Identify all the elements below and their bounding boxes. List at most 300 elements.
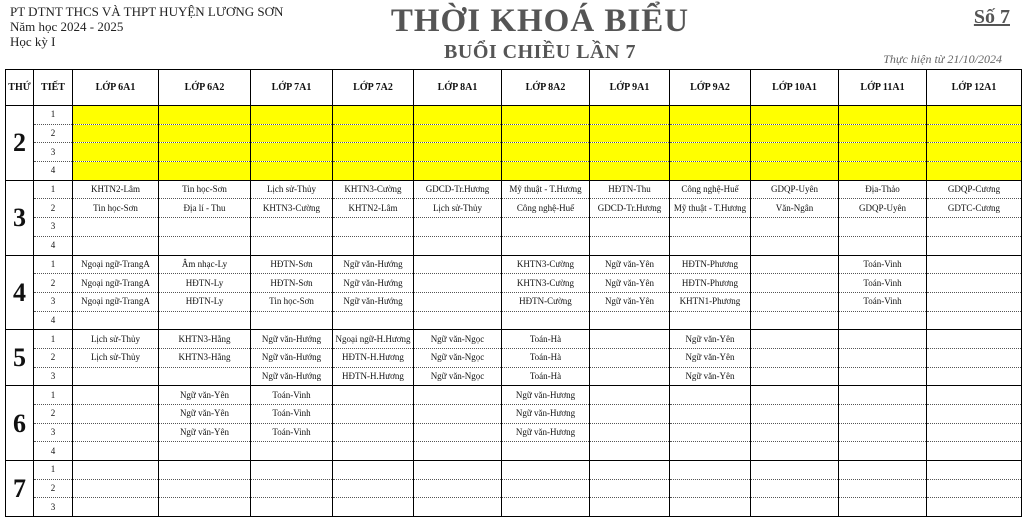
lesson-cell xyxy=(927,162,1022,181)
table-row xyxy=(6,479,1022,498)
column-header: LỚP 8A1 xyxy=(414,70,502,106)
lesson-cell: Ngữ văn-Ngọc xyxy=(414,367,502,386)
lesson-cell: Ngữ văn-Hướng xyxy=(251,367,333,386)
lesson-cell xyxy=(839,218,927,237)
lesson-cell xyxy=(751,218,839,237)
lesson-cell xyxy=(839,423,927,442)
lesson-cell: Toán-Hà xyxy=(502,348,590,367)
column-header: LỚP 9A2 xyxy=(670,70,751,106)
lesson-cell: HĐTN-Cường xyxy=(502,292,590,311)
lesson-cell xyxy=(839,479,927,498)
period-cell: 3 xyxy=(34,423,73,442)
lesson-cell xyxy=(414,162,502,181)
lesson-cell xyxy=(414,479,502,498)
lesson-cell xyxy=(751,498,839,517)
lesson-cell xyxy=(159,479,251,498)
lesson-cell xyxy=(751,405,839,424)
day-cell: 2 xyxy=(6,106,34,181)
lesson-cell: Ngữ văn-Hương xyxy=(502,405,590,424)
lesson-cell xyxy=(73,386,159,405)
lesson-cell xyxy=(751,236,839,255)
lesson-cell xyxy=(73,461,159,480)
lesson-cell xyxy=(751,106,839,125)
lesson-cell xyxy=(159,367,251,386)
lesson-cell xyxy=(333,218,414,237)
lesson-cell: Lịch sử-Thủy xyxy=(414,199,502,218)
column-header: LỚP 6A2 xyxy=(159,70,251,106)
lesson-cell: Toán-Vinh xyxy=(839,255,927,274)
lesson-cell: Ngữ văn-Hướng xyxy=(333,274,414,293)
lesson-cell xyxy=(839,386,927,405)
lesson-cell xyxy=(502,143,590,162)
column-header: LỚP 10A1 xyxy=(751,70,839,106)
lesson-cell xyxy=(927,330,1022,349)
lesson-cell xyxy=(333,423,414,442)
lesson-cell xyxy=(73,367,159,386)
lesson-cell xyxy=(251,106,333,125)
lesson-cell: Toán-Hà xyxy=(502,330,590,349)
lesson-cell xyxy=(751,479,839,498)
lesson-cell: Ngữ văn-Yên xyxy=(590,292,670,311)
timetable xyxy=(5,69,1022,517)
lesson-cell xyxy=(251,162,333,181)
lesson-cell xyxy=(502,236,590,255)
column-header: LỚP 7A2 xyxy=(333,70,414,106)
lesson-cell: Ngữ văn-Yên xyxy=(159,405,251,424)
lesson-cell: HĐTN-Ly xyxy=(159,274,251,293)
day-cell: 3 xyxy=(6,180,34,255)
lesson-cell: Lịch sử-Thủy xyxy=(251,180,333,199)
lesson-cell xyxy=(414,124,502,143)
lesson-cell xyxy=(414,498,502,517)
lesson-cell xyxy=(333,143,414,162)
lesson-cell xyxy=(670,106,751,125)
period-cell: 1 xyxy=(34,386,73,405)
lesson-cell xyxy=(73,405,159,424)
lesson-cell xyxy=(414,386,502,405)
lesson-cell xyxy=(670,423,751,442)
lesson-cell xyxy=(839,124,927,143)
lesson-cell xyxy=(333,498,414,517)
lesson-cell xyxy=(159,106,251,125)
lesson-cell xyxy=(927,274,1022,293)
lesson-cell xyxy=(502,162,590,181)
lesson-cell xyxy=(590,461,670,480)
lesson-cell: KHTN3-Hằng xyxy=(159,330,251,349)
lesson-cell: KHTN3-Hằng xyxy=(159,348,251,367)
page-subtitle: BUỔI CHIỀU LẦN 7 xyxy=(444,41,636,63)
period-cell: 4 xyxy=(34,311,73,330)
lesson-cell: HĐTN-Sơn xyxy=(251,255,333,274)
lesson-cell xyxy=(251,143,333,162)
table-row xyxy=(6,255,1022,274)
day-cell: 6 xyxy=(6,386,34,461)
lesson-cell: Tin học-Sơn xyxy=(251,292,333,311)
lesson-cell xyxy=(670,311,751,330)
lesson-cell: Toán-Vinh xyxy=(251,405,333,424)
lesson-cell xyxy=(670,218,751,237)
table-row xyxy=(6,180,1022,199)
lesson-cell xyxy=(251,236,333,255)
period-cell: 2 xyxy=(34,479,73,498)
lesson-cell: HĐTN-Sơn xyxy=(251,274,333,293)
table-row xyxy=(6,442,1022,461)
table-row xyxy=(6,423,1022,442)
lesson-cell xyxy=(670,386,751,405)
lesson-cell xyxy=(927,236,1022,255)
lesson-cell xyxy=(414,405,502,424)
lesson-cell: Lịch sử-Thủy xyxy=(73,348,159,367)
lesson-cell xyxy=(670,143,751,162)
table-row xyxy=(6,461,1022,480)
table-row xyxy=(6,143,1022,162)
lesson-cell xyxy=(73,218,159,237)
period-cell: 3 xyxy=(34,218,73,237)
lesson-cell: Toán-Hà xyxy=(502,367,590,386)
table-row xyxy=(6,106,1022,125)
lesson-cell xyxy=(751,330,839,349)
column-header: LỚP 6A1 xyxy=(73,70,159,106)
lesson-cell xyxy=(333,442,414,461)
lesson-cell xyxy=(159,143,251,162)
day-cell: 5 xyxy=(6,330,34,386)
lesson-cell xyxy=(414,442,502,461)
school-year: Năm học 2024 - 2025 xyxy=(10,19,124,34)
lesson-cell: GDQP-Uyên xyxy=(839,199,927,218)
lesson-cell: Ngữ văn-Hương xyxy=(502,423,590,442)
lesson-cell: HĐTN-H.Hương xyxy=(333,367,414,386)
lesson-cell xyxy=(590,386,670,405)
lesson-cell: KHTN1-Phương xyxy=(670,292,751,311)
lesson-cell xyxy=(590,124,670,143)
day-cell: 7 xyxy=(6,461,34,517)
lesson-cell xyxy=(670,461,751,480)
lesson-cell: KHTN2-Lâm xyxy=(73,180,159,199)
lesson-cell: Ngữ văn-Yên xyxy=(590,274,670,293)
lesson-cell xyxy=(333,124,414,143)
lesson-cell xyxy=(414,106,502,125)
table-row xyxy=(6,236,1022,255)
lesson-cell xyxy=(751,423,839,442)
lesson-cell: Tin học-Sơn xyxy=(73,199,159,218)
period-cell: 4 xyxy=(34,442,73,461)
lesson-cell xyxy=(839,461,927,480)
lesson-cell xyxy=(414,143,502,162)
school-name: PT DTNT THCS VÀ THPT HUYỆN LƯƠNG SƠN xyxy=(10,4,284,19)
lesson-cell xyxy=(251,442,333,461)
lesson-cell xyxy=(251,461,333,480)
period-cell: 2 xyxy=(34,274,73,293)
effective-date: Thực hiện từ 21/10/2024 xyxy=(883,52,1002,66)
lesson-cell xyxy=(502,442,590,461)
lesson-cell: Ngữ văn-Yên xyxy=(670,367,751,386)
lesson-cell: Toán-Vinh xyxy=(839,274,927,293)
lesson-cell xyxy=(670,442,751,461)
lesson-cell xyxy=(159,498,251,517)
lesson-cell xyxy=(73,498,159,517)
table-row xyxy=(6,386,1022,405)
lesson-cell xyxy=(73,236,159,255)
lesson-cell xyxy=(590,479,670,498)
lesson-cell: Công nghệ-Huế xyxy=(502,199,590,218)
lesson-cell: Địa-Thảo xyxy=(839,180,927,199)
lesson-cell xyxy=(927,405,1022,424)
lesson-cell xyxy=(502,311,590,330)
lesson-cell xyxy=(159,162,251,181)
lesson-cell xyxy=(670,162,751,181)
lesson-cell: GDTC-Cương xyxy=(927,199,1022,218)
lesson-cell xyxy=(751,367,839,386)
lesson-cell: GDCD-Tr.Hương xyxy=(590,199,670,218)
lesson-cell xyxy=(251,124,333,143)
lesson-cell xyxy=(414,236,502,255)
lesson-cell: HĐTN-Ly xyxy=(159,292,251,311)
lesson-cell xyxy=(839,311,927,330)
lesson-cell xyxy=(927,498,1022,517)
lesson-cell: Ngữ văn-Yên xyxy=(590,255,670,274)
table-row xyxy=(6,218,1022,237)
column-header: THỨ xyxy=(6,70,34,106)
lesson-cell xyxy=(414,461,502,480)
lesson-cell xyxy=(414,292,502,311)
lesson-cell: Toán-Vinh xyxy=(251,386,333,405)
lesson-cell xyxy=(502,218,590,237)
lesson-cell: Ngữ văn-Hướng xyxy=(251,348,333,367)
lesson-cell xyxy=(927,106,1022,125)
lesson-cell xyxy=(839,498,927,517)
lesson-cell xyxy=(670,124,751,143)
lesson-cell xyxy=(590,498,670,517)
lesson-cell: Ngữ văn-Yên xyxy=(159,423,251,442)
lesson-cell xyxy=(159,442,251,461)
table-header-row xyxy=(6,70,1022,106)
lesson-cell: Công nghệ-Huế xyxy=(670,180,751,199)
lesson-cell: KHTN2-Lâm xyxy=(333,199,414,218)
lesson-cell xyxy=(839,330,927,349)
lesson-cell xyxy=(251,218,333,237)
lesson-cell xyxy=(159,218,251,237)
lesson-cell xyxy=(333,106,414,125)
lesson-cell xyxy=(333,386,414,405)
lesson-cell xyxy=(839,162,927,181)
lesson-cell xyxy=(927,311,1022,330)
period-cell: 2 xyxy=(34,348,73,367)
lesson-cell xyxy=(502,498,590,517)
school-term: Học kỳ I xyxy=(10,34,56,49)
lesson-cell xyxy=(502,106,590,125)
lesson-cell xyxy=(839,442,927,461)
period-cell: 4 xyxy=(34,162,73,181)
column-header: TIẾT xyxy=(34,70,73,106)
lesson-cell xyxy=(927,143,1022,162)
lesson-cell xyxy=(751,442,839,461)
period-cell: 1 xyxy=(34,106,73,125)
lesson-cell xyxy=(414,423,502,442)
table-row xyxy=(6,330,1022,349)
lesson-cell xyxy=(251,498,333,517)
lesson-cell: Mỹ thuật - T.Hương xyxy=(670,199,751,218)
period-cell: 1 xyxy=(34,255,73,274)
lesson-cell xyxy=(927,423,1022,442)
lesson-cell xyxy=(333,162,414,181)
column-header: LỚP 7A1 xyxy=(251,70,333,106)
lesson-cell xyxy=(590,143,670,162)
lesson-cell xyxy=(159,124,251,143)
lesson-cell xyxy=(414,218,502,237)
lesson-cell: GDQP-Cương xyxy=(927,180,1022,199)
lesson-cell xyxy=(927,367,1022,386)
lesson-cell xyxy=(670,479,751,498)
day-cell: 4 xyxy=(6,255,34,330)
lesson-cell xyxy=(333,405,414,424)
lesson-cell xyxy=(590,367,670,386)
lesson-cell xyxy=(751,255,839,274)
lesson-cell: KHTN3-Cường xyxy=(502,255,590,274)
lesson-cell xyxy=(590,236,670,255)
lesson-cell xyxy=(333,479,414,498)
lesson-cell xyxy=(502,124,590,143)
lesson-cell: Toán-Vinh xyxy=(251,423,333,442)
lesson-cell: KHTN3-Cường xyxy=(333,180,414,199)
column-header: LỚP 8A2 xyxy=(502,70,590,106)
table-row xyxy=(6,498,1022,517)
lesson-cell xyxy=(73,311,159,330)
lesson-cell xyxy=(839,236,927,255)
lesson-cell: Ngoại ngữ-H.Hương xyxy=(333,330,414,349)
lesson-cell xyxy=(414,274,502,293)
lesson-cell xyxy=(839,348,927,367)
period-cell: 2 xyxy=(34,124,73,143)
column-header: LỚP 9A1 xyxy=(590,70,670,106)
school-header xyxy=(10,4,283,49)
lesson-cell: Tin học-Sơn xyxy=(159,180,251,199)
lesson-cell: GDQP-Uyên xyxy=(751,180,839,199)
period-cell: 2 xyxy=(34,405,73,424)
page-title: THỜI KHOÁ BIỂU xyxy=(390,3,690,39)
lesson-cell xyxy=(751,386,839,405)
lesson-cell xyxy=(590,348,670,367)
table-row xyxy=(6,162,1022,181)
table-row xyxy=(6,311,1022,330)
lesson-cell: Ngoại ngữ-TrangA xyxy=(73,292,159,311)
lesson-cell xyxy=(751,348,839,367)
lesson-cell xyxy=(159,461,251,480)
lesson-cell xyxy=(73,162,159,181)
lesson-cell xyxy=(751,274,839,293)
lesson-cell: HĐTN-H.Hương xyxy=(333,348,414,367)
lesson-cell xyxy=(927,479,1022,498)
lesson-cell: Ngữ văn-Yên xyxy=(670,348,751,367)
period-cell: 3 xyxy=(34,143,73,162)
lesson-cell xyxy=(751,461,839,480)
column-header: LỚP 11A1 xyxy=(839,70,927,106)
lesson-cell: HĐTN-Thu xyxy=(590,180,670,199)
lesson-cell: Ngữ văn-Yên xyxy=(670,330,751,349)
lesson-cell xyxy=(927,442,1022,461)
lesson-cell xyxy=(751,292,839,311)
period-cell: 3 xyxy=(34,292,73,311)
table-row xyxy=(6,348,1022,367)
lesson-cell: GDCD-Tr.Hương xyxy=(414,180,502,199)
document-number: Số 7 xyxy=(973,6,1010,28)
lesson-cell: Mỹ thuật - T.Hương xyxy=(502,180,590,199)
lesson-cell xyxy=(333,236,414,255)
lesson-cell xyxy=(751,143,839,162)
lesson-cell xyxy=(73,479,159,498)
lesson-cell xyxy=(333,461,414,480)
table-row xyxy=(6,405,1022,424)
lesson-cell xyxy=(590,162,670,181)
table-row xyxy=(6,292,1022,311)
lesson-cell: Ngữ văn-Hướng xyxy=(251,330,333,349)
table-row xyxy=(6,199,1022,218)
lesson-cell xyxy=(333,311,414,330)
period-cell: 3 xyxy=(34,367,73,386)
lesson-cell xyxy=(927,292,1022,311)
lesson-cell: HĐTN-Phương xyxy=(670,255,751,274)
period-cell: 4 xyxy=(34,236,73,255)
lesson-cell xyxy=(751,311,839,330)
timetable-body xyxy=(6,106,1022,517)
lesson-cell: Ngữ văn-Hướng xyxy=(333,255,414,274)
lesson-cell xyxy=(751,124,839,143)
lesson-cell xyxy=(927,124,1022,143)
lesson-cell: Ngữ văn-Hương xyxy=(502,386,590,405)
lesson-cell: Địa lí - Thu xyxy=(159,199,251,218)
lesson-cell xyxy=(927,386,1022,405)
lesson-cell: Ngoại ngữ-TrangA xyxy=(73,255,159,274)
lesson-cell xyxy=(590,218,670,237)
lesson-cell: Toán-Vinh xyxy=(839,292,927,311)
lesson-cell: Ngữ văn-Hướng xyxy=(333,292,414,311)
lesson-cell xyxy=(502,461,590,480)
table-row xyxy=(6,274,1022,293)
lesson-cell xyxy=(927,218,1022,237)
lesson-cell xyxy=(73,124,159,143)
lesson-cell xyxy=(502,479,590,498)
lesson-cell xyxy=(590,405,670,424)
lesson-cell xyxy=(251,311,333,330)
lesson-cell: Văn-Ngân xyxy=(751,199,839,218)
lesson-cell xyxy=(73,143,159,162)
period-cell: 1 xyxy=(34,330,73,349)
lesson-cell: Ngoại ngữ-TrangA xyxy=(73,274,159,293)
lesson-cell xyxy=(159,311,251,330)
period-cell: 1 xyxy=(34,461,73,480)
lesson-cell: KHTN3-Cường xyxy=(251,199,333,218)
table-row xyxy=(6,367,1022,386)
lesson-cell: KHTN3-Cường xyxy=(502,274,590,293)
lesson-cell xyxy=(590,330,670,349)
lesson-cell xyxy=(927,255,1022,274)
lesson-cell: Âm nhạc-Ly xyxy=(159,255,251,274)
lesson-cell xyxy=(73,106,159,125)
table-row xyxy=(6,124,1022,143)
lesson-cell xyxy=(751,162,839,181)
lesson-cell: Ngữ văn-Ngọc xyxy=(414,348,502,367)
lesson-cell: Lịch sử-Thủy xyxy=(73,330,159,349)
lesson-cell xyxy=(839,106,927,125)
lesson-cell xyxy=(590,442,670,461)
lesson-cell xyxy=(839,143,927,162)
period-cell: 1 xyxy=(34,180,73,199)
lesson-cell: Ngữ văn-Yên xyxy=(159,386,251,405)
lesson-cell xyxy=(590,423,670,442)
lesson-cell xyxy=(590,106,670,125)
lesson-cell xyxy=(159,236,251,255)
lesson-cell xyxy=(414,255,502,274)
lesson-cell xyxy=(73,442,159,461)
